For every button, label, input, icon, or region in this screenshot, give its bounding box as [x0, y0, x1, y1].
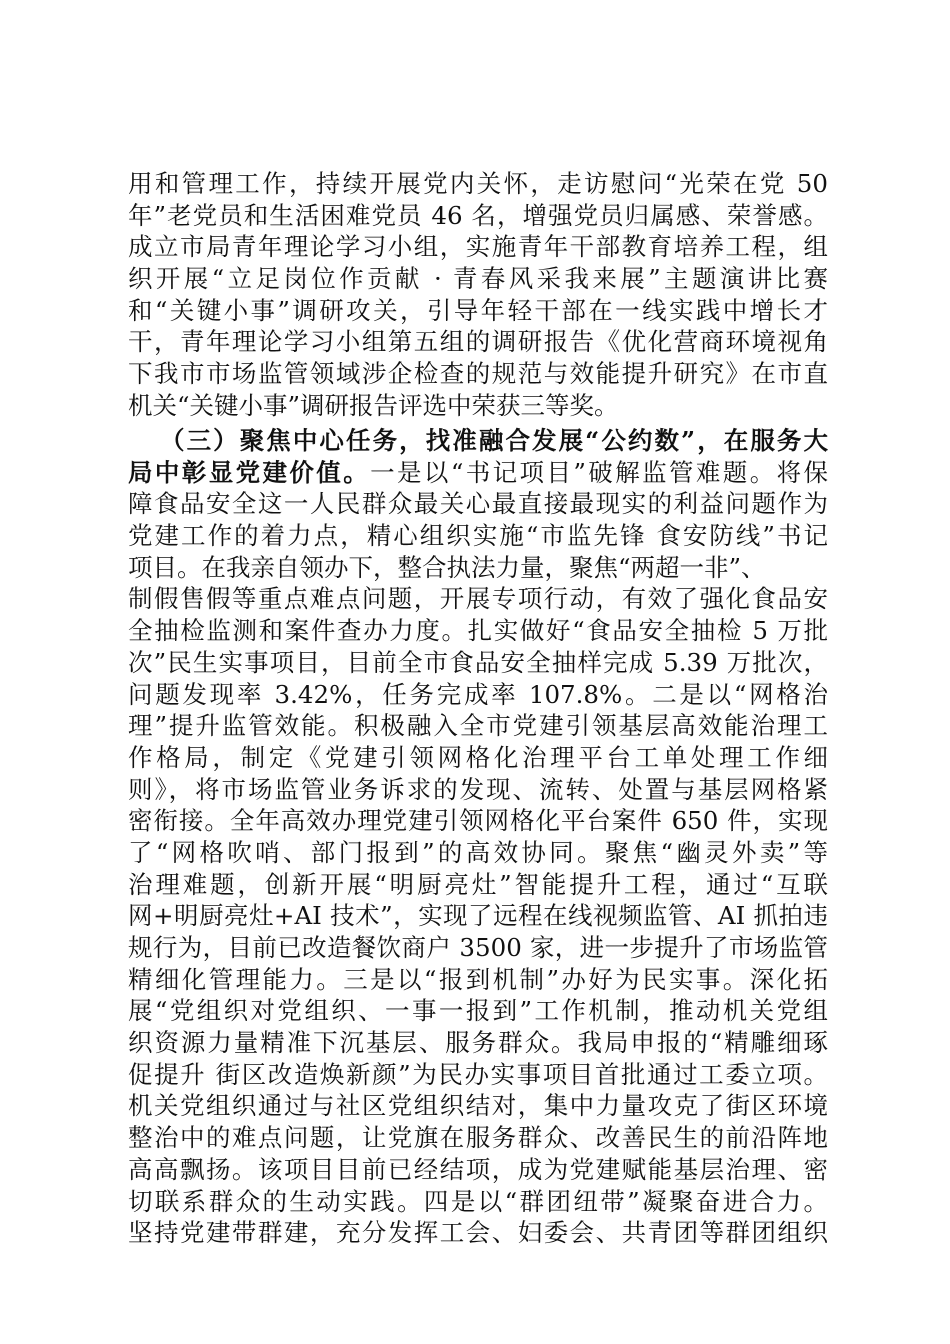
paragraph-line: 精细化管理能力。三是以“报到机制”办好为民实事。深化拓	[128, 964, 828, 994]
paragraph-line: 问题发现率 3.42%，任务完成率 107.8%。二是以“网格治	[128, 679, 828, 709]
paragraph-line: 机关党组织通过与社区党组织结对，集中力量攻克了街区环境	[128, 1091, 828, 1121]
paragraph-line: 年”老党员和生活困难党员 46 名，增强党员归属感、荣誉感。	[128, 200, 828, 230]
paragraph-line: 坚持党建带群建，充分发挥工会、妇委会、共青团等群团组织	[128, 1218, 828, 1248]
paragraph-line: 作格局，制定《党建引领网格化治理平台工单处理工作细	[128, 742, 828, 772]
paragraph-line	[128, 457, 828, 489]
paragraph-line: 了“网格吹哨、部门报到”的高效协同。聚焦“幽灵外卖”等	[128, 837, 828, 867]
section-heading: （三）聚焦中心任务，找准融合发展“公约数”，在服务大	[160, 426, 828, 455]
paragraph-line: 机关“关键小事”调研报告评选中荣获三等奖。	[128, 390, 619, 420]
paragraph-line: 党建工作的着力点，精心组织实施“市监先锋 食安防线”书记	[128, 521, 828, 551]
paragraph-line: 规行为，目前已改造餐饮商户 3500 家，进一步提升了市场监管	[128, 933, 828, 962]
paragraph-line: 次”民生实事项目，目前全市食品安全抽样完成 5.39 万批次，	[128, 647, 828, 677]
paragraph-line: 干，青年理论学习小组第五组的调研报告《优化营商环境视角	[128, 327, 828, 357]
paragraph-line: 下我市市场监管领域涉企检查的规范与效能提升研究》在市直	[128, 359, 828, 389]
paragraph-line: 治理难题，创新开展“明厨亮灶”智能提升工程，通过“互联	[128, 869, 828, 899]
paragraph-line: 和“关键小事”调研攻关，引导年轻干部在一线实践中增长才	[128, 295, 828, 325]
paragraph-line: 全抽检监测和案件查办力度。扎实做好“食品安全抽检 5 万批	[128, 616, 828, 646]
paragraph-line: 织资源力量精准下沉基层、服务群众。我局申报的“精雕细琢	[128, 1028, 828, 1058]
paragraph-2	[128, 425, 828, 1249]
section-heading-continued: 局中彰显党建价值。	[128, 457, 371, 487]
paragraph-line: 织开展“立足岗位作贡献 · 青春风采我来展”主题演讲比赛	[128, 264, 828, 294]
paragraph-line: 密衔接。全年高效办理党建引领网格化平台案件 650 件，实现	[128, 806, 828, 836]
paragraph-line: 促提升 街区改造焕新颜”为民办实事项目首批通过工委立项。	[128, 1059, 828, 1089]
paragraph-line: 整治中的难点问题，让党旗在服务群众、改善民生的前沿阵地	[128, 1123, 828, 1153]
paragraph-line: 展“党组织对党组织、一事一报到”工作机制，推动机关党组	[128, 996, 828, 1026]
paragraph-1	[128, 168, 828, 422]
paragraph-line: 障食品安全这一人民群众最关心最直接最现实的利益问题作为	[128, 489, 828, 519]
paragraph-line: 则》，将市场监管业务诉求的发现、流转、处置与基层网格紧	[128, 774, 828, 804]
paragraph-line: 高高飘扬。该项目目前已经结项，成为党建赋能基层治理、密	[128, 1154, 828, 1184]
paragraph-line: 理”提升监管效能。积极融入全市党建引领基层高效能治理工	[128, 711, 828, 741]
paragraph-line: 网+明厨亮灶+AI 技术”，实现了远程在线视频监管、AI 抓拍违	[128, 901, 828, 931]
paragraph-line: 用和管理工作，持续开展党内关怀，走访慰问“光荣在党 50	[128, 169, 828, 198]
paragraph-line: 制假售假等重点难点问题，开展专项行动，有效了强化食品安	[128, 584, 828, 614]
paragraph-line: 成立市局青年理论学习小组，实施青年干部教育培养工程，组	[128, 232, 828, 262]
paragraph-line: 项目。在我亲自领办下，整合执法力量，聚焦“两超一非”、	[128, 552, 766, 582]
paragraph-line: 切联系群众的生动实践。四是以“群团纽带”凝聚奋进合力。	[128, 1186, 828, 1216]
paragraph-text: 一是以“书记项目”破解监管难题。将保	[370, 457, 828, 487]
